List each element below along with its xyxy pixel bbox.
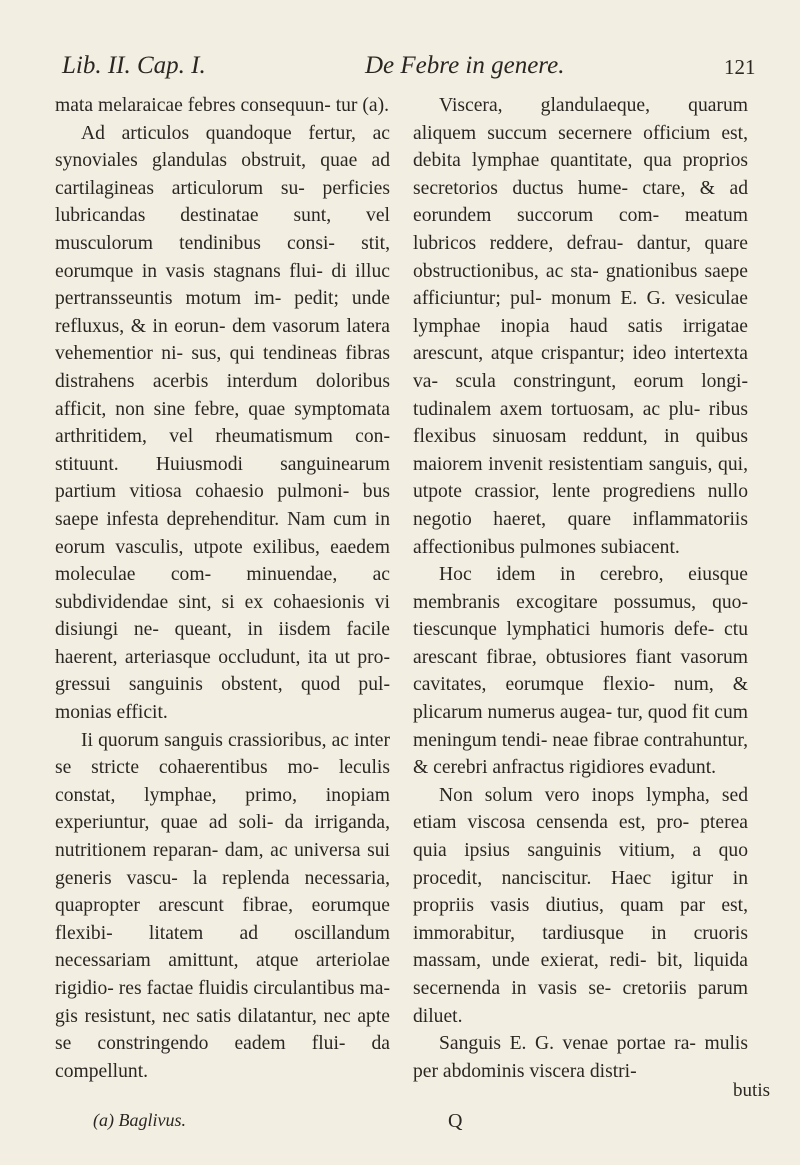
paragraph: Hoc idem in cerebro, eiusque membranis excogitare possumus, quo- tiescunque lymphatici humoris defe- ctu arescant fibrae, obtusiores fiant vasorum cavitates, eorumque flexio- num, & plicarum numerus augea- tur, quod fit cum meningum tendi- neae fibrae contrahuntur, & cerebri anfractus rigidiores evadunt.: [413, 564, 748, 779]
running-header: [60, 52, 760, 92]
right-column: [413, 92, 748, 1085]
page-number: 121: [724, 55, 756, 79]
paragraph: mata melaraicae febres consequun- tur (a).: [55, 95, 390, 116]
running-head-left: Lib. II. Cap. I.: [62, 52, 206, 79]
signature-mark: Q: [448, 1110, 463, 1132]
footnote: (a) Baglivus.: [93, 1110, 186, 1130]
paragraph: Sanguis E. G. venae portae ra- mulis per abdominis viscera distri-: [413, 1033, 748, 1082]
paragraph: Ii quorum sanguis crassioribus, ac inter se stricte cohaerentibus mo- leculis constat, lymphae, primo, inopiam experiuntur, quae ad soli- da irriganda, nutritionem reparan- dam, ac universa sui generis vascu- la replenda necessaria, quapropter arescunt fibrae, eorumque flexibi- litatem ad oscillandum necessariam amittunt, atque arteriolae rigidio- res factae fluidis circulantibus ma- gis resistunt, nec satis dilatantur, nec apte se constringendo eadem flui- da compellunt.: [55, 729, 390, 1082]
running-head-right: De Febre in genere.: [365, 52, 565, 79]
paragraph: Viscera, glandulaeque, quarum aliquem succum secernere officium est, debita lymphae quantitate, qua proprios secretorios ductus hume- ctare, & ad eorundem succorum com- meatum lubricos reddere, defrau- dantur, quare obstructionibus, ac sta- gnationibus saepe afficiuntur; pul- monum E. G. vesiculae lymphae inopia haud satis irrigatae arescunt, atque crispantur; ideo intertexta va- scula constringunt, eorum longi- tudinalem axem tortuosam, ac plu- ribus flexibus sinuosam reddunt, in quibus maiorem invenit resistentiam sanguis, qui, utpote crassior, lente progrediens nullo negotio haeret, quare inflammatoriis affectionibus pulmones subiacent.: [413, 95, 748, 558]
paragraph: Ad articulos quandoque fertur, ac synoviales glandulas obstruit, quae ad cartilagineas articulorum su- perficies lubricandas destinatae sunt, vel musculorum tendinibus consi- stit, eorumque in vasis stagnans flui- di illuc pertransseuntis motum im- pedit; unde refluxus, & in eorun- dem vasorum latera vehementior ni- sus, qui tendineas fibras distrahens acerbis interdum doloribus afficit, non sine febre, quae symptomata arthritidem, vel rheumatismum con- stituunt. Huiusmodi sanguinearum partium vitiosa cohaesio pulmoni- bus saepe infesta deprehenditur. Nam cum in eorum vasculis, utpote exilibus, eaedem moleculae com- minuendae, ac subdividendae sint, si ex cohaesionis vi disiungi ne- queant, in iisdem facile haerent, arteriasque occludunt, ita ut pro- gressui sanguinis obstent, quod pul- monias efficit.: [55, 122, 390, 724]
paragraph: Non solum vero inops lympha, sed etiam viscosa censenda est, pro- pterea quia ipsius sanguinis vitium, a quo procedit, nanciscitur. Haec igitur in propriis vasis diutius, quam par est, immorabitur, tardiusque in cruoris massam, unde exierat, redi- bit, liquida secernenda in vasis se- cretoriis parum diluet.: [413, 784, 748, 1027]
catchword: butis: [733, 1080, 770, 1101]
left-column: [55, 92, 390, 1085]
